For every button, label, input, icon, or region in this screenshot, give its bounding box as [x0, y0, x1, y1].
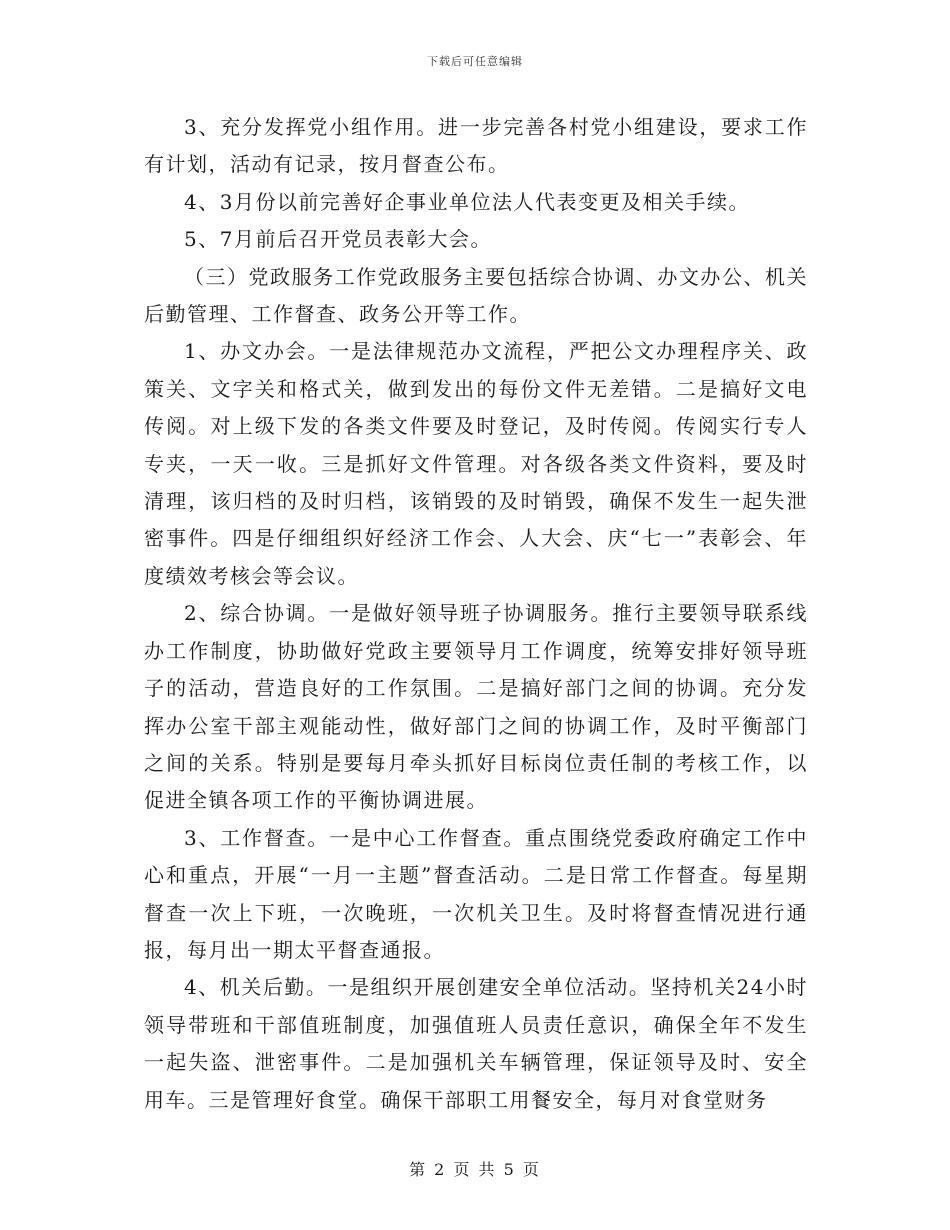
- paragraph: 3、充分发挥党小组作用。进一步完善各村党小组建设，要求工作有计划，活动有记录，按月督查公布。: [144, 115, 808, 177]
- paragraph: 4、机关后勤。一是组织开展创建安全单位活动。坚持机关24小时领导带班和干部值班制度，加强值班人员责任意识，确保全年不发生一起失盗、泄密事件。二是加强机关车辆管理，保证领导及时、安全用车。三是管理好食堂。确保干部职工用餐安全，每月对食堂财务: [144, 975, 808, 1112]
- paragraph: （三）党政服务工作党政服务主要包括综合协调、办文办公、机关后勤管理、工作督查、政务公开等工作。: [144, 264, 808, 327]
- paragraph: 1、办文办会。一是法律规范办文流程，严把公文办理程序关、政策关、文字关和格式关，做到发出的每份文件无差错。二是搞好文电传阅。对上级下发的各类文件要及时登记，及时传阅。传阅实行专人专夹，一天一收。三是抓好文件管理。对各级各类文件资料，要及时清理，该归档的及时归档，该销毁的及时销毁，确保不发生一起失泄密事件。四是仔细组织好经济工作会、人大会、庆“七一”表彰会、年度绩效考核会等会议。: [144, 339, 808, 588]
- paragraph: 2、综合协调。一是做好领导班子协调服务。推行主要领导联系线办工作制度，协助做好党政主要领导月工作调度，统筹安排好领导班子的活动，营造良好的工作氛围。二是搞好部门之间的协调。充分发挥办公室干部主观能动性，做好部门之间的协调工作，及时平衡部门之间的关系。特别是要每月牵头抓好目标岗位责任制的考核工作，以促进全镇各项工作的平衡协调进展。: [144, 601, 808, 813]
- paragraph: 3、工作督查。一是中心工作督查。重点围绕党委政府确定工作中心和重点，开展“一月一主题”督查活动。二是日常工作督查。每星期督查一次上下班，一次晚班，一次机关卫生。及时将督查情况进行通报，每月出一期太平督查通报。: [144, 825, 808, 962]
- paragraph: 4、3月份以前完善好企事业单位法人代表变更及相关手续。: [184, 189, 750, 214]
- page-header-note: 下载后可任意编辑: [427, 55, 523, 68]
- document-body: [144, 109, 808, 1119]
- page-number-footer: 第 2 页 共 5 页: [409, 1160, 541, 1179]
- paragraph: 5、7月前后召开党员表彰大会。: [184, 227, 492, 252]
